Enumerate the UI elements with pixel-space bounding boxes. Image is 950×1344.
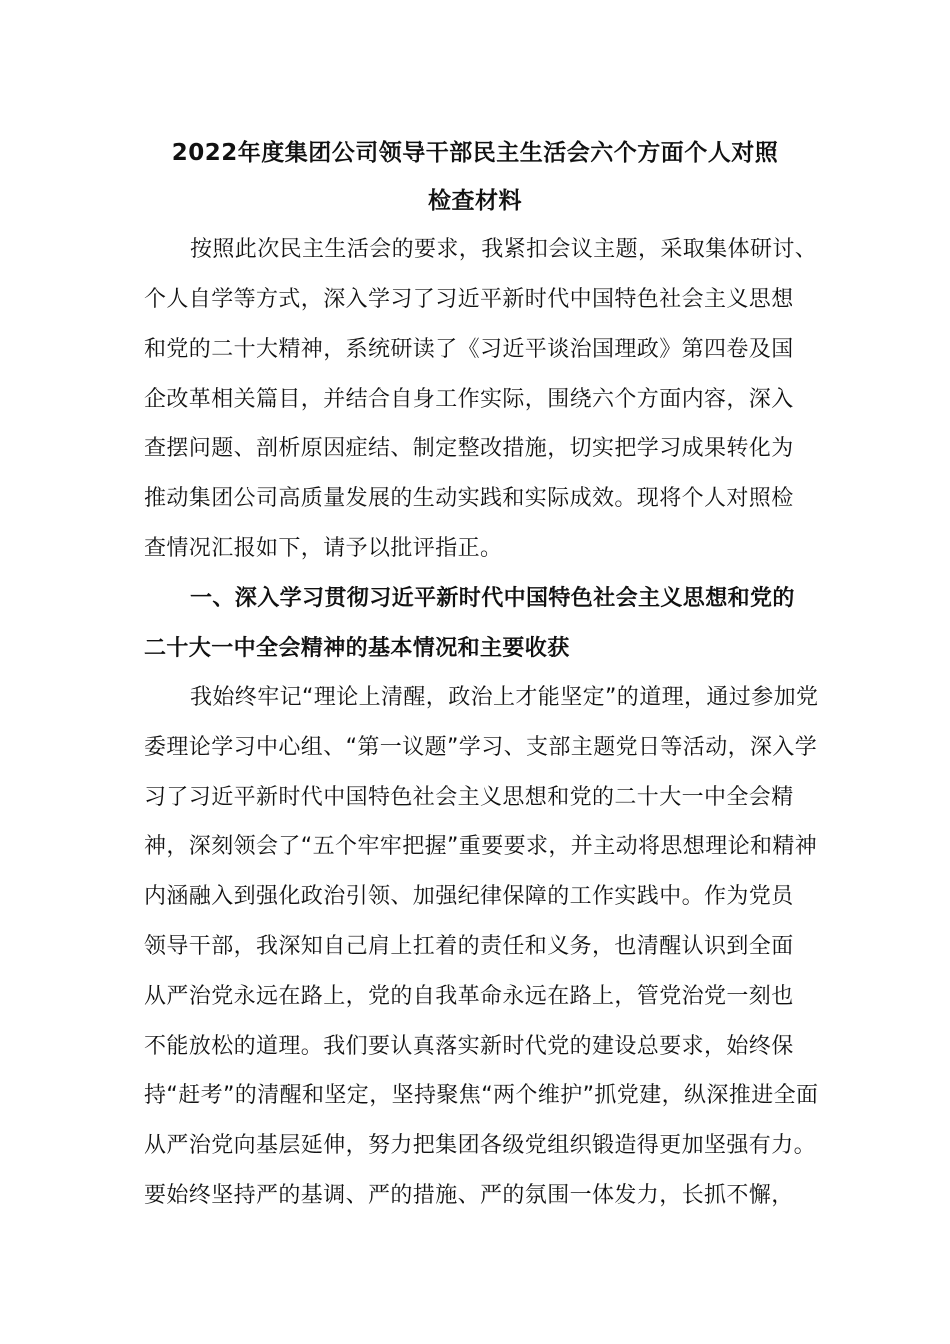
paragraph-line: 委理论学习中心组、“第一议题”学习、支部主题党日等活动，深入学	[144, 735, 818, 760]
section-heading-line: 一、深入学习贯彻习近平新时代中国特色社会主义思想和党的	[190, 586, 795, 611]
paragraph-line: 要始终坚持严的基调、严的措施、严的氛围一体发力，长抓不懈，	[144, 1183, 794, 1208]
paragraph-line: 习了习近平新时代中国特色社会主义思想和党的二十大一中全会精	[144, 785, 794, 810]
paragraph-line: 查情况汇报如下，请予以批评指正。	[144, 536, 503, 561]
paragraph-line: 查摆问题、剖析原因症结、制定整改措施，切实把学习成果转化为	[144, 436, 794, 461]
paragraph-line: 个人自学等方式，深入学习了习近平新时代中国特色社会主义思想	[144, 287, 794, 312]
section-heading-line: 二十大一中全会精神的基本情况和主要收获	[144, 636, 570, 661]
paragraph-line: 领导干部，我深知自己肩上扛着的责任和义务，也清醒认识到全面	[144, 934, 794, 959]
paragraph-line: 持“赶考”的清醒和坚定，坚持聚焦“两个维护”抓党建，纵深推进全面	[144, 1083, 819, 1108]
paragraph-line: 从严治党向基层延伸，努力把集团各级党组织锻造得更加坚强有力。	[144, 1133, 817, 1158]
paragraph-line: 按照此次民主生活会的要求，我紧扣会议主题，采取集体研讨、	[190, 237, 818, 262]
paragraph-line: 从严治党永远在路上，党的自我革命永远在路上，管党治党一刻也	[144, 984, 794, 1009]
paragraph-line: 神，深刻领会了“五个牢牢把握”重要要求，并主动将思想理论和精神	[144, 834, 818, 859]
paragraph-line: 推动集团公司高质量发展的生动实践和实际成效。现将个人对照检	[144, 486, 794, 511]
document-title-line-2: 检查材料	[428, 188, 522, 214]
paragraph-line: 和党的二十大精神，系统研读了《习近平谈治国理政》第四卷及国	[144, 337, 794, 362]
paragraph-line: 不能放松的道理。我们要认真落实新时代党的建设总要求，始终保	[144, 1034, 794, 1059]
paragraph-line: 内涵融入到强化政治引领、加强纪律保障的工作实践中。作为党员	[144, 884, 794, 909]
paragraph-line: 我始终牢记“理论上清醒，政治上才能坚定”的道理，通过参加党	[190, 685, 819, 710]
paragraph-line: 企改革相关篇目，并结合自身工作实际，围绕六个方面内容，深入	[144, 387, 794, 412]
document-title-line-1: 2022年度集团公司领导干部民主生活会六个方面个人对照	[171, 140, 779, 166]
